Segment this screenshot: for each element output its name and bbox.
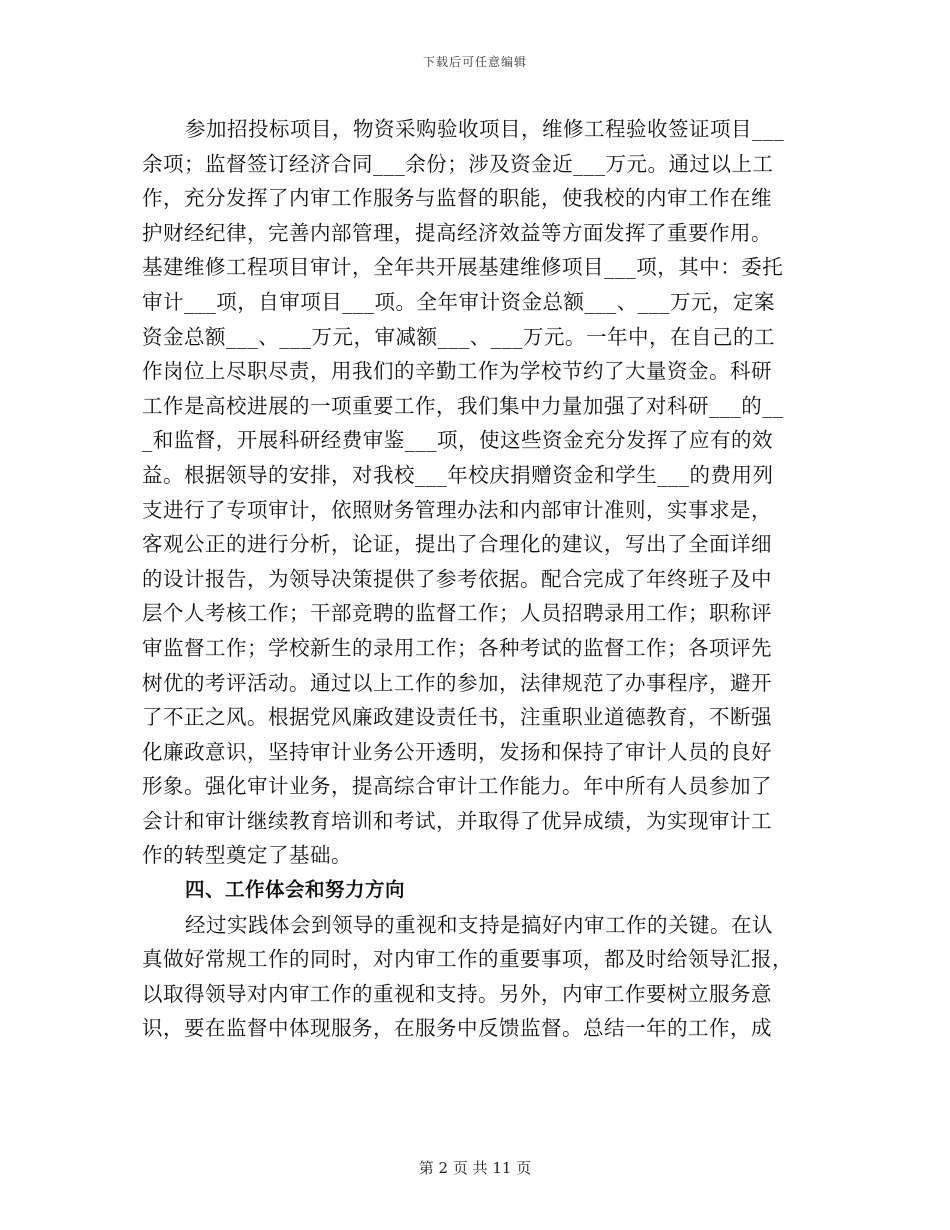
paragraph-line: 审监督工作；学校新生的录用工作；各种考试的监督工作；各项评先: [142, 635, 772, 660]
paragraph-line: 工作是高校进展的一项重要工作，我们集中力量加强了对科研___的__: [142, 393, 784, 418]
paragraph-line: 作岗位上尽职尽责，用我们的辛勤工作为学校节约了大量资金。科研: [142, 359, 772, 384]
paragraph-line: 树优的考评活动。通过以上工作的参加，法律规范了办事程序，避开: [142, 670, 772, 695]
paragraph-line: 形象。强化审计业务，提高综合审计工作能力。年中所有人员参加了: [142, 774, 772, 799]
paragraph-line: 资金总额___、___万元，审减额___、___万元。一年中，在自己的工: [142, 324, 775, 349]
paragraph-line: 以取得领导对内审工作的重视和支持。另外，内审工作要树立服务意: [142, 981, 772, 1006]
paragraph-line: 层个人考核工作；干部竞聘的监督工作；人员招聘录用工作；职称评: [142, 601, 772, 626]
document-body: [142, 112, 807, 1046]
section-heading: 四、工作体会和努力方向: [185, 878, 406, 902]
paragraph-line: 的设计报告，为领导决策提供了参考依据。配合完成了年终班子及中: [142, 566, 772, 591]
paragraph-line: 参加招投标项目，物资采购验收项目，维修工程验收签证项目___: [185, 117, 785, 141]
paragraph-line: 益。根据领导的安排，对我校___年校庆捐赠资金和学生___的费用列: [142, 462, 774, 487]
paragraph-line: _和监督，开展科研经费审鉴___项，使这些资金充分发挥了应有的效: [142, 428, 773, 453]
paragraph-line: 余项；监督签订经济合同___余份；涉及资金近___万元。通过以上工: [142, 151, 774, 176]
paragraph-line: 会计和审计继续教育培训和考试，并取得了优异成绩，为实现审计工: [142, 808, 772, 833]
page-header: 下载后可任意编辑: [422, 55, 527, 69]
page-footer: 第 2 页 共 11 页: [418, 1159, 532, 1177]
paragraph-line: 真做好常规工作的同时，对内审工作的重要事项，都及时给领导汇报，: [142, 947, 793, 972]
paragraph-line: 基建维修工程项目审计，全年共开展基建维修项目___项，其中：委托: [142, 255, 784, 280]
paragraph-line: 经过实践体会到领导的重视和支持是搞好内审工作的关键。在认: [185, 912, 773, 937]
paragraph-line: 化廉政意识，坚持审计业务公开透明，发扬和保持了审计人员的良好: [142, 739, 772, 764]
paragraph-line: 识，要在监督中体现服务，在服务中反馈监督。总结一年的工作，成: [142, 1016, 772, 1041]
paragraph-line: 作，充分发挥了内审工作服务与监督的职能，使我校的内审工作在维: [142, 186, 772, 211]
paragraph-line: 客观公正的进行分析，论证，提出了合理化的建议，写出了全面详细: [142, 532, 772, 557]
paragraph-line: 了不正之风。根据党风廉政建设责任书，注重职业道德教育，不断强: [142, 705, 772, 730]
paragraph-line: 审计___项，自审项目___项。全年审计资金总额___、___万元，定案: [142, 289, 775, 314]
paragraph-line: 护财经纪律，完善内部管理，提高经济效益等方面发挥了重要作用。: [142, 220, 772, 245]
paragraph-line: 作的转型奠定了基础。: [142, 843, 352, 868]
paragraph-line: 支进行了专项审计，依照财务管理办法和内部审计准则，实事求是，: [142, 497, 772, 522]
